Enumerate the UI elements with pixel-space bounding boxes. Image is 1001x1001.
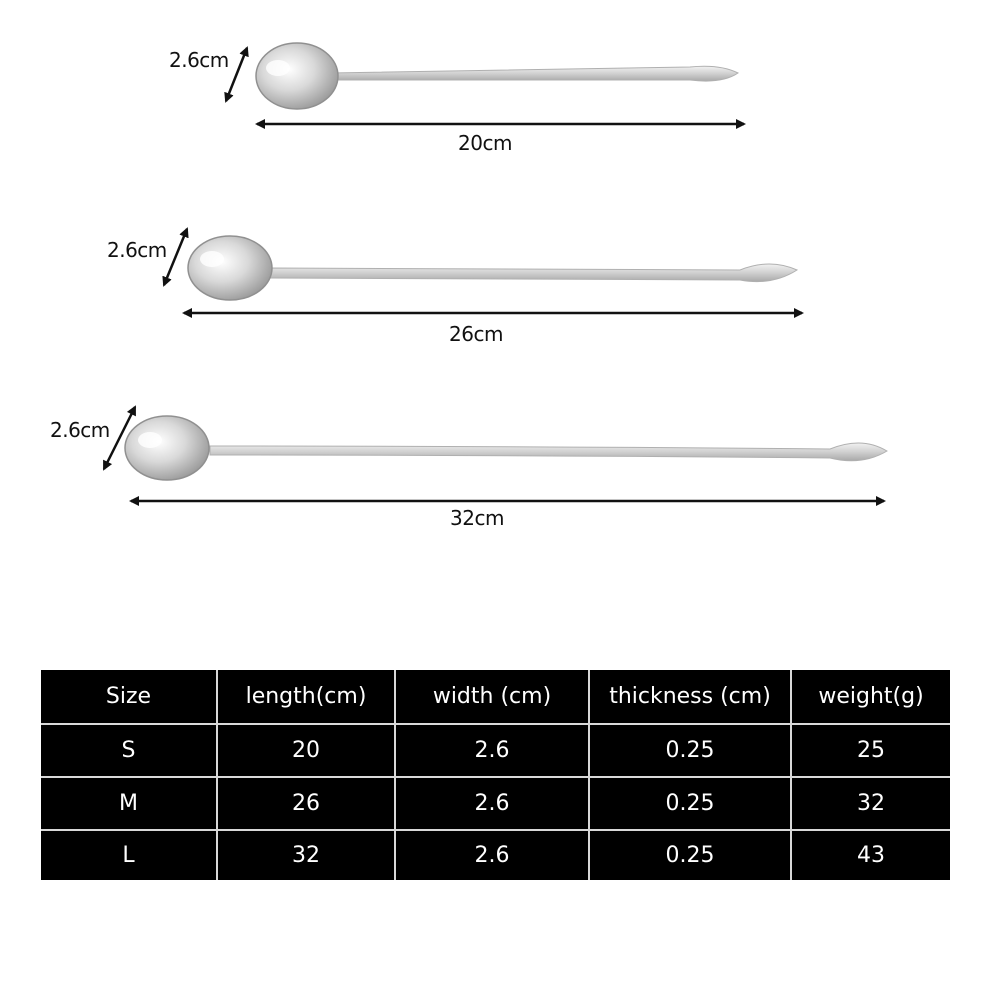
cell-size: S xyxy=(41,725,218,778)
header-weight: weight(g) xyxy=(792,670,950,725)
length-label-m: 26cm xyxy=(449,322,503,346)
width-arrow-s xyxy=(226,48,247,101)
width-label-l: 2.6cm xyxy=(50,418,110,442)
spoon-small xyxy=(226,43,744,124)
cell-length: 26 xyxy=(218,778,396,831)
cell-thickness: 0.25 xyxy=(590,831,792,880)
cell-width: 2.6 xyxy=(396,725,590,778)
cell-length: 32 xyxy=(218,831,396,880)
size-spec-table xyxy=(41,670,950,880)
header-size: Size xyxy=(41,670,218,725)
length-label-s: 20cm xyxy=(458,131,512,155)
cell-weight: 43 xyxy=(792,831,950,880)
cell-length: 20 xyxy=(218,725,396,778)
width-arrow-m xyxy=(164,229,187,285)
cell-size: M xyxy=(41,778,218,831)
header-width: width (cm) xyxy=(396,670,590,725)
cell-weight: 32 xyxy=(792,778,950,831)
width-label-m: 2.6cm xyxy=(107,238,167,262)
header-thickness: thickness (cm) xyxy=(590,670,792,725)
cell-width: 2.6 xyxy=(396,831,590,880)
spoon-large xyxy=(104,407,887,501)
cell-thickness: 0.25 xyxy=(590,725,792,778)
spoon-medium xyxy=(164,229,802,313)
cell-width: 2.6 xyxy=(396,778,590,831)
width-label-s: 2.6cm xyxy=(169,48,229,72)
cell-weight: 25 xyxy=(792,725,950,778)
cell-size: L xyxy=(41,831,218,880)
header-length: length(cm) xyxy=(218,670,396,725)
length-label-l: 32cm xyxy=(450,506,504,530)
cell-thickness: 0.25 xyxy=(590,778,792,831)
